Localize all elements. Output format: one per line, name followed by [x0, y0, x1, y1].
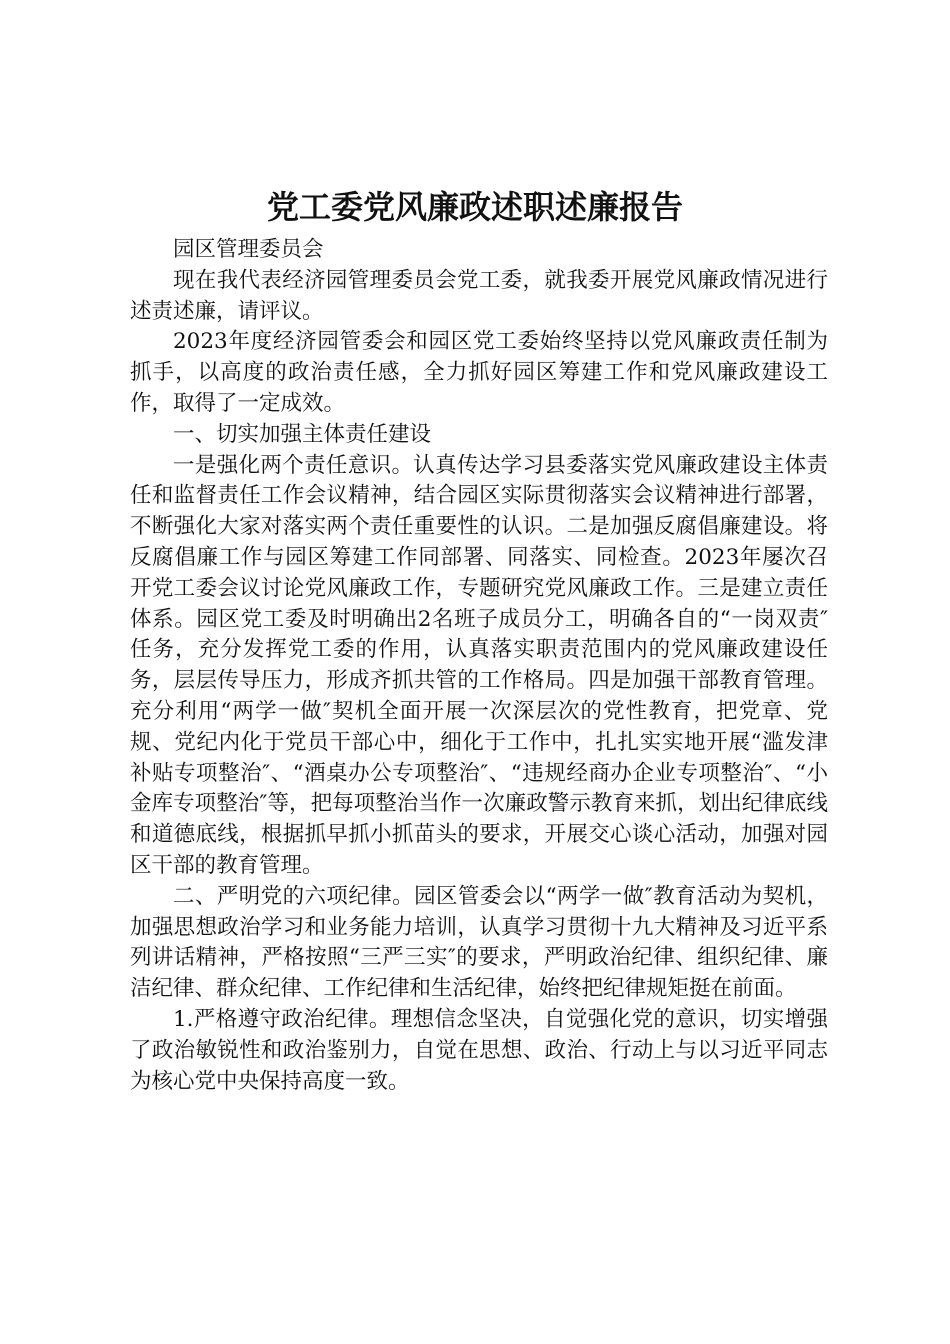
section-heading-1: 一、切实加强主体责任建设: [173, 421, 432, 447]
document-title: 党工委党风廉政述职述廉报告: [266, 188, 683, 226]
document-body: [130, 235, 828, 1097]
paragraph-item-1: 1.严格遵守政治纪律。理想信念坚决，自觉强化党的意识，切实增强了政治敏锐性和政治鉴别力，自觉在思想、政治、行动上与以习近平同志为核心党中央保持高度一致。: [130, 1006, 828, 1094]
paragraph-section-1: 一是强化两个责任意识。认真传达学习县委落实党风廉政建设主体责任和监督责任工作会议精神，结合园区实际贯彻落实会议精神进行部署，不断强化大家对落实两个责任重要性的认识。二是加强反腐倡廉建设。将反腐倡廉工作与园区筹建工作同部署、同落实、同检查。2023年屡次召开党工委会议讨论党风廉政工作，专题研究党风廉政工作。三是建立责任体系。园区党工委及时明确出2名班子成员分工，明确各自的“一岗双责″任务，充分发挥党工委的作用，认真落实职责范围内的党风廉政建设任务，层层传导压力，形成齐抓共管的工作格局。四是加强干部教育管理。充分利用“两学一做″契机全面开展一次深层次的党性教育，把党章、党规、党纪内化于党员干部心中，细化于工作中，扎扎实实地开展“滥发津补贴专项整治″、“酒桌办公专项整治″、“违规经商办企业专项整治″、“小金库专项整治″等，把每项整治当作一次廉政警示教育来抓，划出纪律底线和道德底线，根据抓早抓小抓苗头的要求，开展交心谈心活动，加强对园区干部的教育管理。: [130, 452, 828, 878]
paragraph-section-2: 二、严明党的六项纪律。园区管委会以“两学一做″教育活动为契机，加强思想政治学习和业务能力培训，认真学习贯彻十九大精神及习近平系列讲话精神，严格按照“三严三实″的要求，严明政治纪律、组织纪律、廉洁纪律、群众纪律、工作纪律和生活纪律，始终把纪律规矩挺在前面。: [130, 883, 828, 1002]
paragraph-intro: 现在我代表经济园管理委员会党工委，就我委开展党风廉政情况进行述责述廉，请评议。: [130, 267, 828, 324]
paragraph-overview: 2023年度经济园管委会和园区党工委始终坚持以党风廉政责任制为抓手，以高度的政治责任感，全力抓好园区筹建工作和党风廉政建设工作，取得了一定成效。: [130, 329, 828, 416]
paragraph-addressee: 园区管理委员会: [173, 237, 324, 262]
